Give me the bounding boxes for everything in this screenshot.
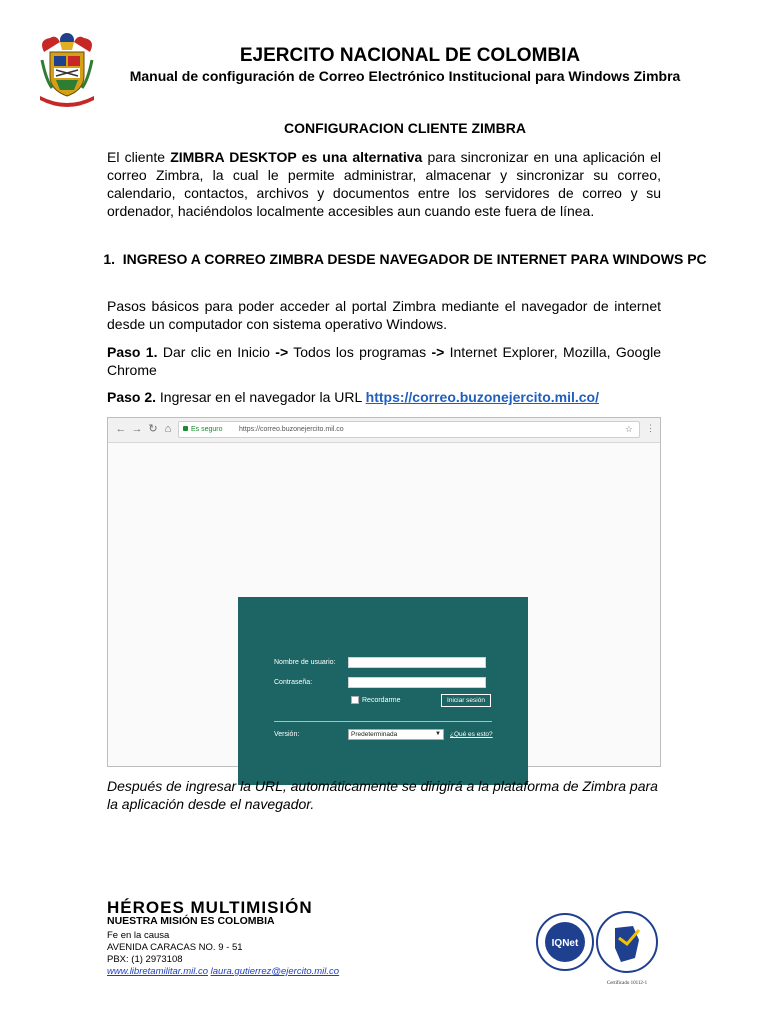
lock-icon (183, 426, 188, 431)
remember-label: Recordarme (362, 697, 401, 704)
army-crest-logo (36, 30, 98, 108)
password-input[interactable] (348, 677, 486, 688)
footer-brand: HÉROES MULTIMISIÓN (107, 898, 313, 917)
iqnet-seal-text: IQNet (551, 938, 579, 949)
footer-link-email[interactable]: laura.gutierrez@ejercito.mil.co (210, 966, 340, 977)
intro-text-rest: para sincronizar en una aplicación el correo Zimbra, la cual le permite administrar, almacenar y sincronizar su correo, calendario, contactos, archivos y documentos entre los servidores de correo y su ordenador, haciéndolos localmente accesibles aun cuando este fuera de línea. (107, 149, 662, 219)
chevron-down-icon: ▼ (435, 731, 441, 737)
intro-text-start: El cliente (107, 149, 171, 165)
step-1-arrow-1: -> (275, 344, 289, 360)
login-divider (274, 721, 492, 722)
step-2 (107, 388, 661, 406)
heading-1 (100, 250, 710, 269)
step-1-text-a: Dar clic en Inicio (157, 344, 276, 360)
step-1-label: Paso 1. (107, 344, 158, 360)
version-select[interactable] (348, 729, 444, 740)
footer-address: AVENIDA CARACAS NO. 9 - 51 (107, 942, 243, 953)
intro-text-bold: ZIMBRA DESKTOP es una alternativa (170, 149, 423, 165)
browser-menu-icon[interactable]: ⋮ (646, 423, 655, 433)
document-title: EJERCITO NACIONAL DE COLOMBIA (239, 45, 581, 66)
browser-viewport (108, 443, 660, 766)
section-title: CONFIGURACION CLIENTE ZIMBRA (284, 120, 526, 136)
footer-motto: Fe en la causa (107, 930, 170, 941)
footer-slogan: NUESTRA MISIÓN ES COLOMBIA (107, 915, 275, 927)
login-button[interactable]: Iniciar sesión (441, 694, 491, 707)
footer-links (107, 966, 339, 978)
address-bar[interactable] (178, 421, 640, 438)
browser-toolbar (108, 418, 660, 443)
reload-icon[interactable]: ↻ (148, 423, 158, 435)
cert-number: Certificado 10112-1 (606, 981, 648, 986)
step-2-text: Ingresar en el navegador la URL (156, 389, 366, 405)
address-url: https://correo.buzonejercito.mil.co (239, 426, 344, 433)
document-subtitle: Manual de configuración de Correo Electrónico Institucional para Windows Zimbra (129, 68, 681, 84)
heading-text: INGRESO A CORREO ZIMBRA DESDE NAVEGADOR DE INTERNET PARA WINDOWS PC (122, 251, 707, 267)
certification-seals (535, 910, 663, 990)
forward-icon[interactable]: → (131, 423, 143, 435)
remember-checkbox[interactable] (351, 696, 359, 704)
password-label: Contraseña: (274, 679, 313, 686)
heading-number: 1. (103, 251, 116, 267)
steps-intro: Pasos básicos para poder acceder al portal Zimbra mediante el navegador de internet desde un computador con sistema operativo Windows. (107, 298, 661, 332)
screenshot-caption: Después de ingresar la URL, automáticamente se dirigirá a la plataforma de Zimbra para la aplicación desde el navegador. (107, 778, 658, 812)
version-label: Versión: (274, 731, 300, 738)
footer-link-libreta[interactable]: www.libretamilitar.mil.co (107, 966, 208, 977)
zimbra-url-link[interactable]: https://correo.buzonejercito.mil.co/ (365, 389, 599, 405)
step-2-label: Paso 2. (107, 389, 157, 405)
home-icon[interactable]: ⌂ (164, 423, 172, 435)
intro-paragraph (107, 148, 661, 220)
bookmark-star-icon[interactable]: ☆ (624, 424, 633, 434)
secure-label: Es seguro (191, 426, 223, 433)
version-select-value: Predeterminada (351, 731, 398, 738)
username-label: Nombre de usuario: (274, 659, 336, 666)
username-input[interactable] (348, 657, 486, 668)
step-1-text-b: Todos los programas (288, 344, 432, 360)
footer-phone: PBX: (1) 2973108 (107, 954, 183, 965)
zimbra-login-panel (238, 597, 528, 785)
step-1-text-c: Internet Explorer, Mozilla, Google Chrome (107, 344, 661, 378)
browser-screenshot (107, 417, 661, 767)
whats-this-link[interactable]: ¿Qué es esto? (450, 731, 493, 738)
step-1-arrow-2: -> (431, 344, 445, 360)
back-icon[interactable]: ← (115, 423, 127, 435)
step-1 (107, 343, 661, 379)
